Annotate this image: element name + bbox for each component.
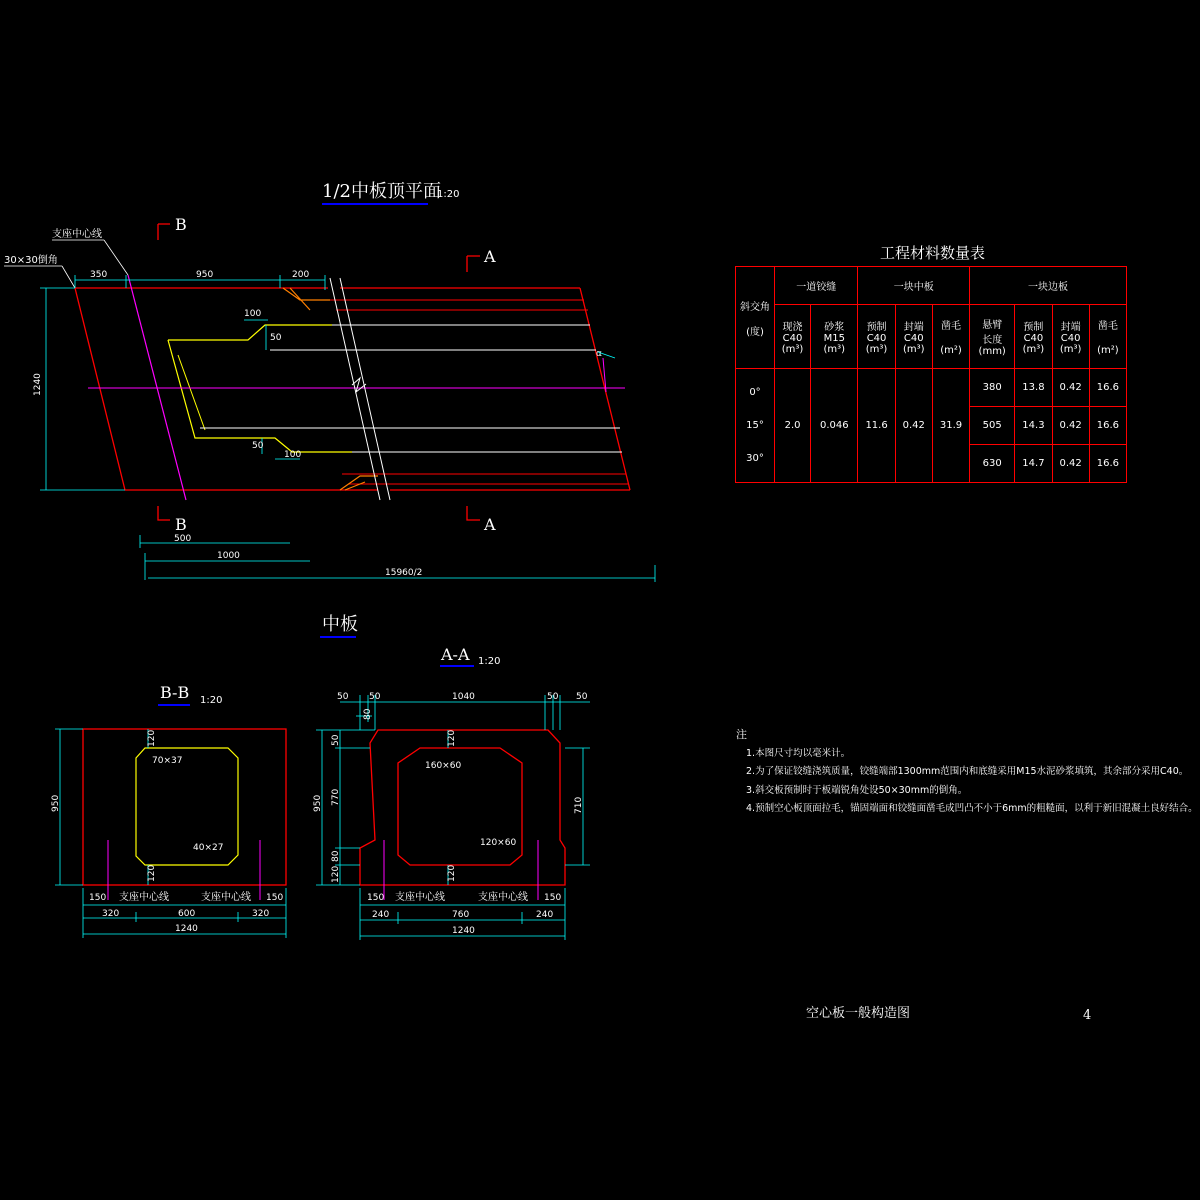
core-bottom <box>168 340 352 452</box>
note-item: 1.本图尺寸均以毫米计。 <box>746 747 851 759</box>
sub-l1: 封端 <box>1060 322 1081 333</box>
dim-50-top: 50 <box>270 333 282 343</box>
sub-l3: (m³) <box>902 344 925 355</box>
sub-header <box>932 305 969 369</box>
sub-l1: 凿毛 <box>1097 321 1118 332</box>
col-skew-unit: (度) <box>746 326 764 338</box>
bb-scale: 1:20 <box>200 695 223 706</box>
section-b-marker-bot <box>158 506 170 520</box>
col-skew-angle <box>736 267 775 369</box>
aa-dim-120-v: 120 <box>331 865 341 883</box>
chamfer-leader <box>62 266 75 288</box>
dim-500: 500 <box>174 534 192 544</box>
sub-l3: (mm) <box>978 346 1006 357</box>
section-aa <box>313 645 590 940</box>
table-cell: 380 <box>970 369 1015 407</box>
cell-shared-3: 0.42 <box>895 369 932 483</box>
angle-15: 15° <box>746 420 764 431</box>
table-cell: 16.6 <box>1089 407 1126 445</box>
angle-cell <box>736 369 775 483</box>
bb-chamfer-bot: 40×27 <box>193 843 224 853</box>
sub-l3: (m³) <box>1022 344 1045 355</box>
bearing-leader <box>104 240 128 275</box>
table-row <box>736 369 1127 407</box>
sub-l2: C40 <box>866 333 887 344</box>
sub-l2: M15 <box>823 333 845 344</box>
table-cell: 0.42 <box>1052 407 1089 445</box>
section-b-label-top: B <box>175 215 187 234</box>
aa-dim-710: 710 <box>574 796 584 814</box>
table-header-row-2 <box>736 305 1127 369</box>
sub-l3: (m²) <box>1097 345 1119 356</box>
plan-view <box>4 181 655 582</box>
plan-outline-right <box>340 288 630 490</box>
note-item: 4.预制空心板顶面拉毛，锚固端面和铰缝面凿毛成凹凸不小于6mm的粗糙面，以利于新旧混凝土良好结合。 <box>746 803 1198 814</box>
aa-dim-120-bot: 120 <box>447 864 457 882</box>
dim-50-bot: 50 <box>252 441 264 451</box>
sub-header <box>895 305 932 369</box>
sub-l1: 封端 <box>903 322 924 333</box>
sub-l1: 悬臂 <box>982 320 1003 331</box>
aa-dim-50c: 50 <box>547 692 559 702</box>
section-a-label-top: A <box>484 247 496 266</box>
sub-l2: C40 <box>1060 333 1081 344</box>
table-cell: 16.6 <box>1089 369 1126 407</box>
sub-l1: 凿毛 <box>940 321 961 332</box>
section-b-label-bot: B <box>175 515 187 534</box>
sub-header <box>970 305 1015 369</box>
aa-dim-50-v: 50 <box>331 734 341 746</box>
aa-dim-1040: 1040 <box>452 692 475 702</box>
footer-title: 空心板一般构造图 <box>806 1006 911 1021</box>
aa-dim-150b: 150 <box>544 893 562 903</box>
bb-outline <box>83 729 286 885</box>
dim-1240: 1240 <box>33 373 43 396</box>
bb-dim-120-bot: 120 <box>147 864 157 882</box>
sub-header <box>1052 305 1089 369</box>
table-cell: 14.7 <box>1015 445 1052 483</box>
bb-dim-320: 320 <box>102 909 120 919</box>
hinge-end-bot <box>340 476 378 490</box>
dim-100-bot: 100 <box>284 450 302 460</box>
aa-dim-760: 760 <box>452 910 470 920</box>
aa-scale: 1:20 <box>478 656 501 667</box>
col-skew-label: 斜交角 <box>740 301 770 313</box>
aa-title: A-A <box>441 645 470 664</box>
dim-950: 950 <box>196 270 214 280</box>
section-a-marker-top <box>467 256 480 272</box>
notes <box>736 726 1198 819</box>
table-cell: 505 <box>970 407 1015 445</box>
dim-1000: 1000 <box>217 551 240 561</box>
cell-shared-1: 0.046 <box>811 369 858 483</box>
note-item: 3.斜交板预制时于板端锐角处设50×30mm的倒角。 <box>746 784 968 796</box>
aa-chamfer-top: 160×60 <box>425 761 462 771</box>
angle-30: 30° <box>746 453 764 464</box>
bb-bearing-lines <box>108 840 260 900</box>
hinge-end-top <box>283 288 330 310</box>
note-item: 2.为了保证铰缝浇筑质量，铰缝端部1300mm范围内和底缝采用M15水泥砂浆填筑，其余部分采用C40。 <box>746 766 1189 777</box>
sub-header <box>858 305 895 369</box>
sub-l1: 预制 <box>1023 322 1044 333</box>
aa-dim-80-v: 80 <box>331 850 341 862</box>
table-cell: 630 <box>970 445 1015 483</box>
aa-dim-80: 80 <box>363 708 373 720</box>
table-title: 工程材料数量表 <box>880 244 986 262</box>
plan-scale: 1:20 <box>437 189 460 200</box>
bb-title: B-B <box>160 683 190 702</box>
sub-header <box>775 305 811 369</box>
table-cell: 14.3 <box>1015 407 1052 445</box>
alpha-label: α <box>596 349 602 359</box>
aa-dim-150a: 150 <box>367 893 385 903</box>
aa-dim-120-top: 120 <box>447 729 457 747</box>
aa-dim-240b: 240 <box>536 910 554 920</box>
aa-dim-240a: 240 <box>372 910 390 920</box>
sub-l2: C40 <box>1023 333 1044 344</box>
aa-chamfer-bot: 120×60 <box>480 838 517 848</box>
cell-shared-4: 31.9 <box>932 369 969 483</box>
sub-l1: 预制 <box>866 322 887 333</box>
hinge-lines <box>330 300 628 484</box>
sub-l3: (m³) <box>823 344 846 355</box>
table-header-row-1 <box>736 267 1127 305</box>
dim-15960: 15960/2 <box>385 568 423 578</box>
table-cell: 16.6 <box>1089 445 1126 483</box>
section-a-label-bot: A <box>484 515 496 534</box>
sub-l3: (m³) <box>781 344 804 355</box>
core-top <box>168 325 332 340</box>
sub-l1: 现浇 <box>782 322 803 333</box>
aa-dim-50b: 50 <box>369 692 381 702</box>
sub-l3: (m³) <box>1059 344 1082 355</box>
dim-350: 350 <box>90 270 108 280</box>
notes-head: 注 <box>736 728 747 741</box>
sub-l2: 长度 <box>982 335 1003 346</box>
material-table <box>735 266 1127 483</box>
aa-dim-950: 950 <box>313 794 323 812</box>
section-b-marker-top <box>158 224 170 240</box>
bb-dim-120-top: 120 <box>147 729 157 747</box>
cell-shared-0: 2.0 <box>775 369 811 483</box>
sub-l3: (m³) <box>865 344 888 355</box>
table-cell: 0.42 <box>1052 445 1089 483</box>
dim-200: 200 <box>292 270 310 280</box>
cell-shared-2: 11.6 <box>858 369 895 483</box>
sub-l2: C40 <box>903 333 924 344</box>
plan-outline <box>75 288 378 490</box>
bb-dim-1240: 1240 <box>175 924 198 934</box>
bb-bearing-left: 支座中心线 <box>119 892 169 903</box>
aa-outline <box>360 730 565 885</box>
sub-header <box>811 305 858 369</box>
group-edge-plate: 一块边板 <box>970 267 1127 305</box>
sub-header <box>1015 305 1052 369</box>
group-middle-plate: 一块中板 <box>858 267 970 305</box>
bb-bearing-right: 支座中心线 <box>201 892 251 903</box>
section-a-marker-bot <box>467 506 480 520</box>
section-bb <box>51 683 286 938</box>
bb-chamfer-top: 70×37 <box>152 756 183 766</box>
sub-header <box>1089 305 1126 369</box>
bb-dim-320b: 320 <box>252 909 270 919</box>
aa-dim-50d: 50 <box>576 692 588 702</box>
aa-bearing-right: 支座中心线 <box>478 892 528 903</box>
aa-dim-770: 770 <box>331 788 341 806</box>
chamfer-label: 30×30倒角 <box>4 255 58 266</box>
sub-l1: 砂浆 <box>824 322 845 333</box>
sub-l3: (m²) <box>940 345 962 356</box>
aa-dim-50a: 50 <box>337 692 349 702</box>
bearing-label: 支座中心线 <box>52 229 102 240</box>
zhongban-title: 中板 <box>322 614 358 635</box>
sub-l2: C40 <box>782 333 803 344</box>
angle-0: 0° <box>749 387 761 398</box>
bb-dim-600: 600 <box>178 909 196 919</box>
bb-dim-150a: 150 <box>89 893 107 903</box>
group-hinge: 一道铰缝 <box>775 267 858 305</box>
bb-dim-950: 950 <box>51 794 61 812</box>
aa-bearing-left: 支座中心线 <box>395 892 445 903</box>
aa-dim-1240: 1240 <box>452 926 475 936</box>
footer-page: 4 <box>1083 1008 1092 1023</box>
plan-title: 1/2中板顶平面 <box>322 181 441 202</box>
bb-dim-150b: 150 <box>266 893 284 903</box>
aa-bearing-lines <box>384 840 538 900</box>
dim-100-top: 100 <box>244 309 262 319</box>
table-cell: 13.8 <box>1015 369 1052 407</box>
table-cell: 0.42 <box>1052 369 1089 407</box>
